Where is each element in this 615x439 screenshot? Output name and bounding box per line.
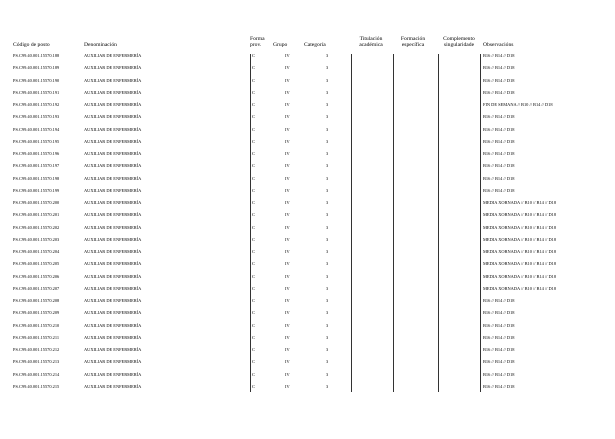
cell-denominacion: AUXILIAR DE ENFERMERÍA xyxy=(84,334,142,340)
cell-categoria: 3 xyxy=(326,383,329,389)
cell-observacions: MEDIA XORNADA // B10 // B14 // D18 xyxy=(483,224,557,230)
cell-observacions: MEDIA XORNADA // B10 // B14 // D18 xyxy=(483,261,557,267)
cell-codigo: PS.C99.40.001.15570.200 xyxy=(13,200,60,205)
cell-categoria: 3 xyxy=(326,200,329,205)
cell-observacions: B16 // B14 // D18 xyxy=(483,114,515,120)
cell-observacions: B16 // B14 // D18 xyxy=(483,359,515,365)
table-row xyxy=(0,347,615,359)
cell-observacions: MEDIA XORNADA // B10 // B14 // D18 xyxy=(483,273,557,279)
cell-grupo: IV xyxy=(285,89,290,95)
cell-observacions: B16 // B14 // D18 xyxy=(483,77,515,83)
header-forma: Forma prov. xyxy=(250,36,265,49)
table-row xyxy=(0,127,615,139)
cell-categoria: 3 xyxy=(326,175,329,181)
cell-categoria: 3 xyxy=(326,359,329,365)
cell-codigo: PS.C99.40.001.15570.204 xyxy=(13,249,60,254)
table-row xyxy=(0,372,615,384)
table-row xyxy=(0,102,615,114)
cell-observacions: B16 // B14 // D18 xyxy=(483,383,515,389)
header-denominacion: Denominación xyxy=(84,42,117,48)
cell-forma: C xyxy=(252,249,255,254)
cell-grupo: IV xyxy=(285,212,290,218)
cell-observacions: B16 // B14 // D18 xyxy=(483,175,515,181)
cell-categoria: 3 xyxy=(326,77,329,83)
table-row xyxy=(0,323,615,335)
cell-observacions: B16 // B14 // D18 xyxy=(483,298,515,303)
table-row xyxy=(0,200,615,212)
cell-categoria: 3 xyxy=(326,65,329,71)
cell-grupo: IV xyxy=(285,371,290,377)
cell-observacions: B16 // B14 // D18 xyxy=(483,347,515,352)
cell-codigo: PS.C99.40.001.15570.193 xyxy=(13,114,60,120)
cell-categoria: 3 xyxy=(326,126,329,132)
cell-forma: C xyxy=(252,200,255,205)
cell-observacions: MEDIA XORNADA // B10 // B14 // D18 xyxy=(483,249,557,254)
table-row xyxy=(0,188,615,200)
header-observacions: Observacións xyxy=(483,42,514,48)
header-formacion: Formación específica xyxy=(400,36,426,49)
cell-observacions: B16 // B14 // D18 xyxy=(483,310,515,316)
cell-codigo: PS.C99.40.001.15570.196 xyxy=(13,151,60,156)
cell-denominacion: AUXILIAR DE ENFERMERÍA xyxy=(84,249,142,254)
cell-codigo: PS.C99.40.001.15570.197 xyxy=(13,163,60,169)
table-row xyxy=(0,114,615,126)
cell-observacions: MEDIA XORNADA // B10 // B14 // D18 xyxy=(483,285,557,291)
table-row xyxy=(0,53,615,65)
table-row xyxy=(0,274,615,286)
cell-observacions: MEDIA XORNADA // B10 // B14 // D18 xyxy=(483,200,557,205)
cell-grupo: IV xyxy=(285,53,290,58)
cell-denominacion: AUXILIAR DE ENFERMERÍA xyxy=(84,102,142,107)
table-row xyxy=(0,249,615,261)
cell-categoria: 3 xyxy=(326,114,329,120)
cell-observacions: B16 // B14 // D18 xyxy=(483,187,515,193)
table-row xyxy=(0,163,615,175)
cell-denominacion: AUXILIAR DE ENFERMERÍA xyxy=(84,126,142,132)
header-grupo: Grupo xyxy=(273,42,288,48)
header-codigo: Código de posto xyxy=(13,42,50,48)
cell-forma: C xyxy=(252,334,255,340)
cell-denominacion: AUXILIAR DE ENFERMERÍA xyxy=(84,273,142,279)
cell-denominacion: AUXILIAR DE ENFERMERÍA xyxy=(84,310,142,316)
cell-observacions: B16 // B14 // D18 xyxy=(483,53,515,58)
cell-denominacion: AUXILIAR DE ENFERMERÍA xyxy=(84,53,142,58)
cell-codigo: PS.C99.40.001.15570.199 xyxy=(13,187,60,193)
cell-categoria: 3 xyxy=(326,371,329,377)
cell-forma: C xyxy=(252,138,255,144)
table-row xyxy=(0,261,615,273)
cell-forma: C xyxy=(252,187,255,193)
cell-codigo: PS.C99.40.001.15570.211 xyxy=(13,334,60,340)
cell-codigo: PS.C99.40.001.15570.202 xyxy=(13,224,60,230)
cell-codigo: PS.C99.40.001.15570.188 xyxy=(13,53,60,58)
cell-categoria: 3 xyxy=(326,310,329,316)
cell-grupo: IV xyxy=(285,347,290,352)
cell-grupo: IV xyxy=(285,175,290,181)
cell-denominacion: AUXILIAR DE ENFERMERÍA xyxy=(84,89,142,95)
cell-forma: C xyxy=(252,65,255,71)
cell-grupo: IV xyxy=(285,298,290,303)
cell-categoria: 3 xyxy=(326,298,329,303)
table-row xyxy=(0,298,615,310)
cell-grupo: IV xyxy=(285,77,290,83)
cell-categoria: 3 xyxy=(326,285,329,291)
cell-codigo: PS.C99.40.001.15570.192 xyxy=(13,102,60,107)
cell-grupo: IV xyxy=(285,102,290,107)
table-row xyxy=(0,335,615,347)
cell-codigo: PS.C99.40.001.15570.215 xyxy=(13,383,60,389)
cell-codigo: PS.C99.40.001.15570.205 xyxy=(13,261,60,267)
cell-grupo: IV xyxy=(285,187,290,193)
cell-forma: C xyxy=(252,371,255,377)
table-row xyxy=(0,384,615,396)
table-row xyxy=(0,225,615,237)
cell-codigo: PS.C99.40.001.15570.209 xyxy=(13,310,60,316)
cell-grupo: IV xyxy=(285,249,290,254)
cell-forma: C xyxy=(252,163,255,169)
cell-forma: C xyxy=(252,383,255,389)
cell-forma: C xyxy=(252,261,255,267)
cell-observacions: B16 // B14 // D18 xyxy=(483,371,515,377)
header-complemento: Complemento singularidade xyxy=(443,36,475,49)
cell-forma: C xyxy=(252,53,255,58)
cell-forma: C xyxy=(252,77,255,83)
table-row xyxy=(0,139,615,151)
cell-categoria: 3 xyxy=(326,89,329,95)
cell-denominacion: AUXILIAR DE ENFERMERÍA xyxy=(84,236,142,242)
cell-grupo: IV xyxy=(285,224,290,230)
cell-codigo: PS.C99.40.001.15570.201 xyxy=(13,212,60,218)
cell-observacions: MEDIA XORNADA // B10 // B14 // D18 xyxy=(483,236,557,242)
cell-forma: C xyxy=(252,102,255,107)
table-row xyxy=(0,78,615,90)
table-row xyxy=(0,212,615,224)
cell-denominacion: AUXILIAR DE ENFERMERÍA xyxy=(84,138,142,144)
cell-grupo: IV xyxy=(285,310,290,316)
cell-grupo: IV xyxy=(285,163,290,169)
cell-grupo: IV xyxy=(285,138,290,144)
cell-grupo: IV xyxy=(285,65,290,71)
cell-categoria: 3 xyxy=(326,322,329,328)
cell-denominacion: AUXILIAR DE ENFERMERÍA xyxy=(84,77,142,83)
cell-observacions: B16 // B14 // D18 xyxy=(483,65,515,71)
cell-forma: C xyxy=(252,322,255,328)
header-categoria: Categoría xyxy=(304,42,326,48)
cell-denominacion: AUXILIAR DE ENFERMERÍA xyxy=(84,261,142,267)
cell-forma: C xyxy=(252,236,255,242)
cell-observacions: B16 // B14 // D18 xyxy=(483,126,515,132)
cell-codigo: PS.C99.40.001.15570.207 xyxy=(13,285,60,291)
cell-forma: C xyxy=(252,151,255,156)
cell-codigo: PS.C99.40.001.15570.190 xyxy=(13,77,60,83)
cell-codigo: PS.C99.40.001.15570.195 xyxy=(13,138,60,144)
cell-denominacion: AUXILIAR DE ENFERMERÍA xyxy=(84,151,142,156)
cell-forma: C xyxy=(252,347,255,352)
cell-observacions: B16 // B14 // D18 xyxy=(483,163,515,169)
cell-denominacion: AUXILIAR DE ENFERMERÍA xyxy=(84,114,142,120)
table-row xyxy=(0,286,615,298)
cell-grupo: IV xyxy=(285,285,290,291)
cell-denominacion: AUXILIAR DE ENFERMERÍA xyxy=(84,224,142,230)
cell-categoria: 3 xyxy=(326,236,329,242)
cell-observacions: B16 // B14 // D18 xyxy=(483,151,515,156)
cell-observacions: B16 // B14 // D18 xyxy=(483,322,515,328)
cell-forma: C xyxy=(252,126,255,132)
cell-observacions: MEDIA XORNADA // B10 // B14 // D18 xyxy=(483,212,557,218)
cell-denominacion: AUXILIAR DE ENFERMERÍA xyxy=(84,359,142,365)
cell-codigo: PS.C99.40.001.15570.208 xyxy=(13,298,60,303)
cell-grupo: IV xyxy=(285,383,290,389)
cell-observacions: B16 // B14 // D18 xyxy=(483,334,515,340)
cell-codigo: PS.C99.40.001.15570.189 xyxy=(13,65,60,71)
cell-observacions: FIN DE SEMANA // B10 // B14 // D18 xyxy=(483,102,553,107)
cell-forma: C xyxy=(252,114,255,120)
cell-codigo: PS.C99.40.001.15570.191 xyxy=(13,89,60,95)
cell-categoria: 3 xyxy=(326,53,329,58)
cell-grupo: IV xyxy=(285,151,290,156)
cell-grupo: IV xyxy=(285,334,290,340)
cell-denominacion: AUXILIAR DE ENFERMERÍA xyxy=(84,371,142,377)
cell-grupo: IV xyxy=(285,273,290,279)
cell-denominacion: AUXILIAR DE ENFERMERÍA xyxy=(84,383,142,389)
cell-observacions: B16 // B14 // D18 xyxy=(483,89,515,95)
cell-denominacion: AUXILIAR DE ENFERMERÍA xyxy=(84,212,142,218)
table-row xyxy=(0,151,615,163)
cell-denominacion: AUXILIAR DE ENFERMERÍA xyxy=(84,347,142,352)
table-row xyxy=(0,65,615,77)
cell-categoria: 3 xyxy=(326,138,329,144)
cell-forma: C xyxy=(252,212,255,218)
cell-codigo: PS.C99.40.001.15570.206 xyxy=(13,273,60,279)
cell-categoria: 3 xyxy=(326,224,329,230)
cell-categoria: 3 xyxy=(326,102,329,107)
cell-forma: C xyxy=(252,298,255,303)
cell-categoria: 3 xyxy=(326,212,329,218)
cell-codigo: PS.C99.40.001.15570.203 xyxy=(13,236,60,242)
cell-denominacion: AUXILIAR DE ENFERMERÍA xyxy=(84,175,142,181)
cell-grupo: IV xyxy=(285,359,290,365)
table-row xyxy=(0,359,615,371)
cell-grupo: IV xyxy=(285,200,290,205)
cell-codigo: PS.C99.40.001.15570.214 xyxy=(13,371,60,377)
cell-categoria: 3 xyxy=(326,187,329,193)
table-row xyxy=(0,90,615,102)
cell-denominacion: AUXILIAR DE ENFERMERÍA xyxy=(84,163,142,169)
cell-forma: C xyxy=(252,224,255,230)
cell-categoria: 3 xyxy=(326,249,329,254)
cell-grupo: IV xyxy=(285,261,290,267)
table-row xyxy=(0,237,615,249)
table-row xyxy=(0,310,615,322)
cell-forma: C xyxy=(252,273,255,279)
header-titulacion: Titulación académica xyxy=(359,36,383,49)
cell-grupo: IV xyxy=(285,322,290,328)
cell-grupo: IV xyxy=(285,126,290,132)
cell-forma: C xyxy=(252,285,255,291)
cell-codigo: PS.C99.40.001.15570.198 xyxy=(13,175,60,181)
cell-codigo: PS.C99.40.001.15570.194 xyxy=(13,126,60,132)
cell-denominacion: AUXILIAR DE ENFERMERÍA xyxy=(84,298,142,303)
cell-denominacion: AUXILIAR DE ENFERMERÍA xyxy=(84,285,142,291)
cell-codigo: PS.C99.40.001.15570.213 xyxy=(13,359,60,365)
cell-categoria: 3 xyxy=(326,261,329,267)
cell-categoria: 3 xyxy=(326,151,329,156)
cell-categoria: 3 xyxy=(326,273,329,279)
cell-categoria: 3 xyxy=(326,334,329,340)
cell-denominacion: AUXILIAR DE ENFERMERÍA xyxy=(84,200,142,205)
cell-codigo: PS.C99.40.001.15570.212 xyxy=(13,347,60,352)
cell-categoria: 3 xyxy=(326,163,329,169)
cell-categoria: 3 xyxy=(326,347,329,352)
cell-forma: C xyxy=(252,310,255,316)
cell-denominacion: AUXILIAR DE ENFERMERÍA xyxy=(84,322,142,328)
cell-grupo: IV xyxy=(285,236,290,242)
cell-forma: C xyxy=(252,89,255,95)
cell-observacions: B16 // B14 // D18 xyxy=(483,138,515,144)
cell-denominacion: AUXILIAR DE ENFERMERÍA xyxy=(84,65,142,71)
cell-codigo: PS.C99.40.001.15570.210 xyxy=(13,322,60,328)
cell-forma: C xyxy=(252,359,255,365)
cell-grupo: IV xyxy=(285,114,290,120)
table-row xyxy=(0,176,615,188)
cell-forma: C xyxy=(252,175,255,181)
cell-denominacion: AUXILIAR DE ENFERMERÍA xyxy=(84,187,142,193)
